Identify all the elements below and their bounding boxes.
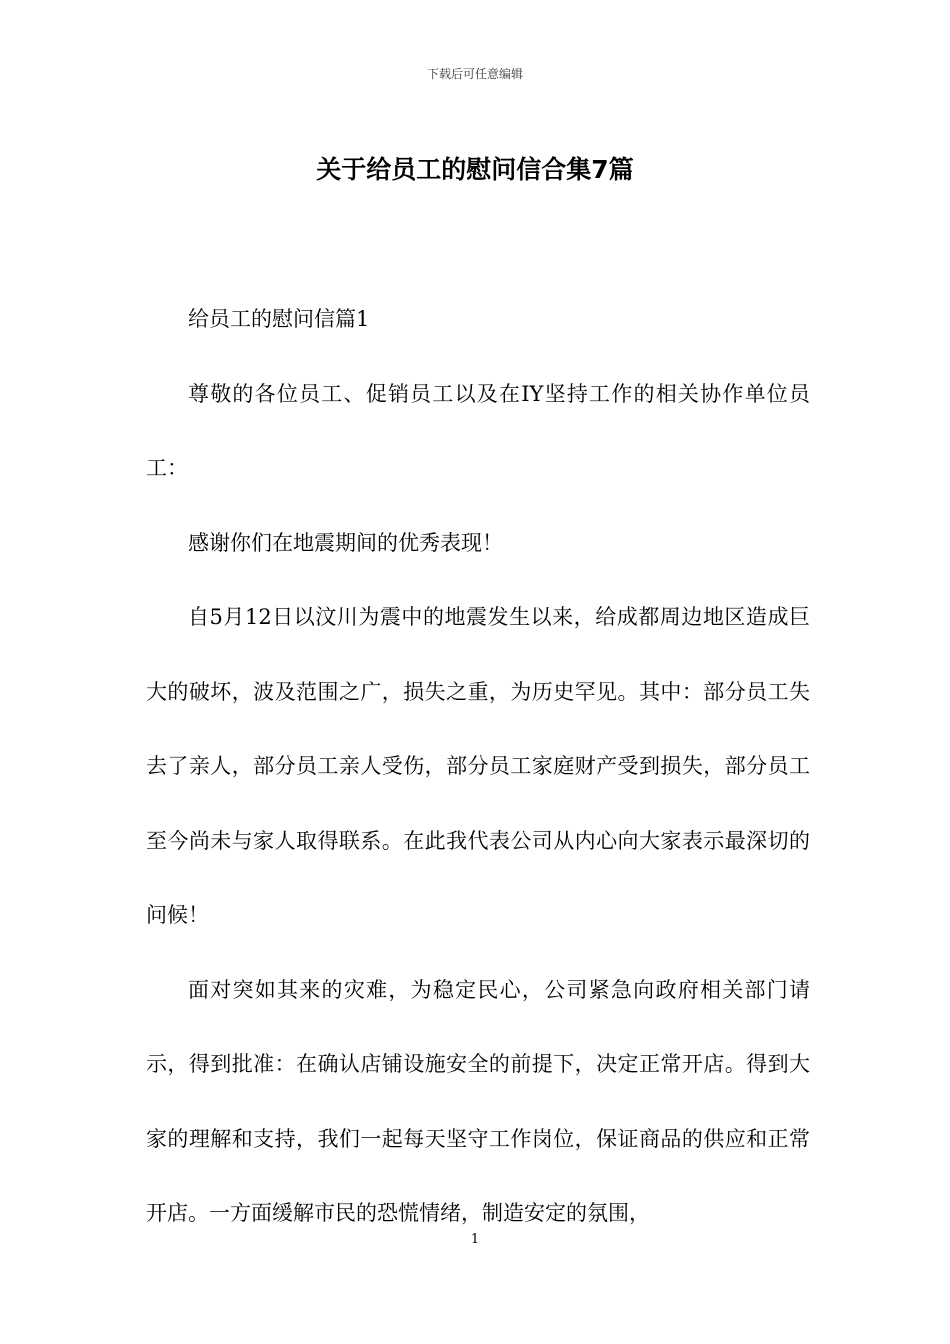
header-note: 下载后可任意编辑 [426,67,523,81]
document-body [146,282,810,1251]
body-paragraph: 面对突如其来的灾难，为稳定民心，公司紧急向政府相关部门请示，得到批准：在确认店铺设施安全的前提下，决定正常开店。得到大家的理解和支持，我们一起每天坚守工作岗位，保证商品的供应和正常开店。一方面缓解市民的恐慌情绪，制造安定的氛围， [146,977,810,1225]
body-paragraph: 自5月12日以汶川为震中的地震发生以来，给成都周边地区造成巨大的破坏，波及范围之广，损失之重，为历史罕见。其中：部分员工失去了亲人，部分员工亲人受伤，部分员工家庭财产受到损失，部分员工至今尚未与家人取得联系。在此我代表公司从内心向大家表示最深切的问候！ [146,605,810,927]
page-number: 1 [470,1232,480,1247]
thanks-paragraph: 感谢你们在地震期间的优秀表现！ [188,530,503,555]
salutation-paragraph: 尊敬的各位员工、促销员工以及在IY坚持工作的相关协作单位员工： [146,381,810,480]
section-heading: 给员工的慰问信篇1 [188,307,370,331]
document-title: 关于给员工的慰问信合集7篇 [316,155,634,184]
